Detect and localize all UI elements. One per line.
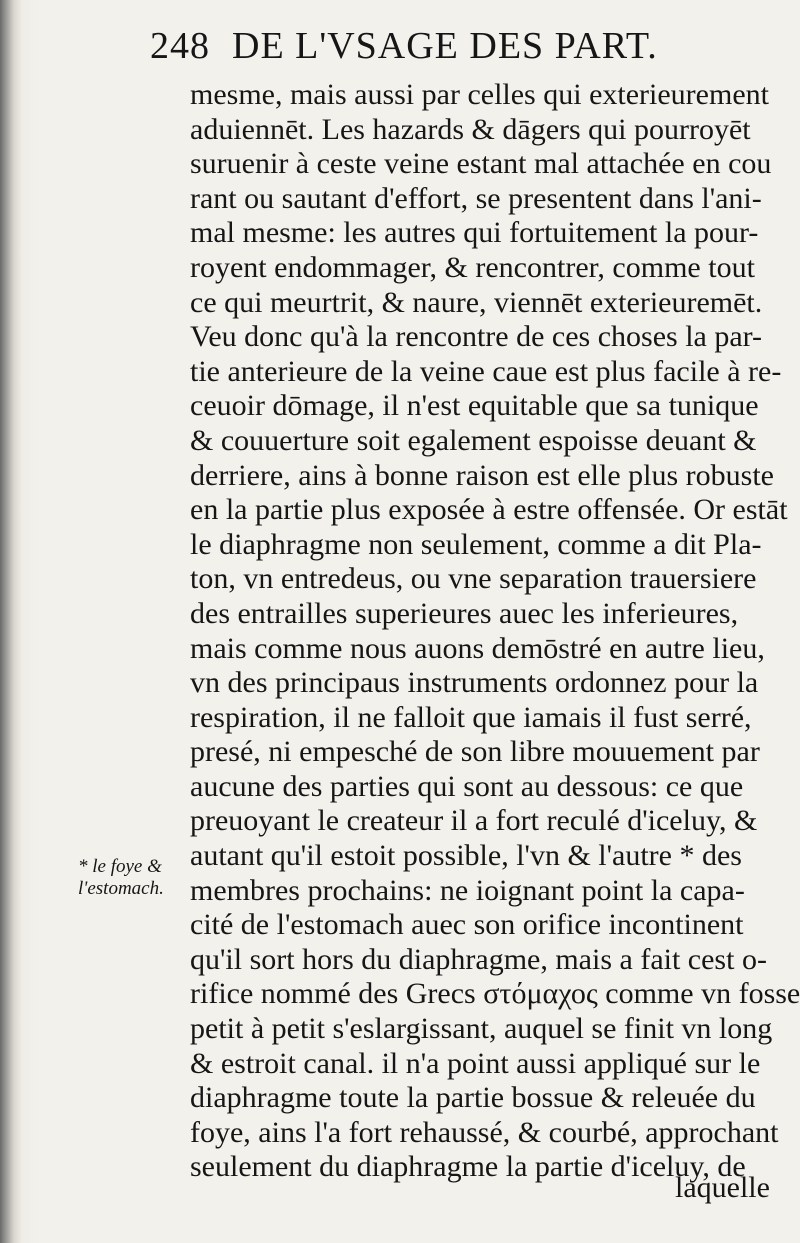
text-line: aucune des parties qui sont au dessous: ce que	[190, 769, 744, 803]
text-line: & estroit canal. il n'a point aussi appliqué sur le	[190, 1046, 761, 1080]
marginal-note-line: * le foye &	[78, 856, 162, 877]
text-line: foye, ains l'a fort rehaussé, & courbé, approchant	[190, 1115, 779, 1149]
text-line: ceuoir dōmage, il n'est equitable que sa tunique	[190, 389, 759, 423]
text-line: respiration, il ne falloit que iamais il fust serré,	[190, 700, 752, 734]
text-line: mesme, mais aussi par celles qui exterieurement	[190, 78, 769, 111]
text-line: royent endommager, & rencontrer, comme tout	[190, 250, 755, 284]
text-line: diaphragme toute la partie bossue & releuée du	[190, 1081, 756, 1115]
text-line: membres prochains: ne ioignant point la capa-	[190, 873, 745, 907]
text-line: autant qu'il estoit possible, l'vn & l'autre * des	[190, 839, 742, 873]
text-line: suruenir à ceste veine estant mal attachée en cou	[190, 147, 772, 181]
text-line: le diaphragme non seulement, comme a dit Pla-	[190, 527, 762, 561]
text-line: des entrailles superieures auec les inferieures,	[190, 596, 739, 630]
text-line: ton, vn entredeus, ou vne separation trauersiere	[190, 562, 757, 596]
text-line: derriere, ains à bonne raison est elle plus robuste	[190, 458, 774, 492]
text-line: preuoyant le createur il a fort reculé d'iceluy, &	[190, 804, 758, 838]
text-line: rifice nommé des Grecs στόμαχος comme vn fosse	[190, 977, 800, 1011]
text-line: en la partie plus exposée à estre offensée. Or estāt	[190, 493, 788, 527]
text-line: cité de l'estomach auec son orifice incontinent	[190, 908, 744, 942]
text-line: mais comme nous auons demōstré en autre lieu,	[190, 631, 765, 665]
text-line: & couuerture soit egalement espoisse deuant &	[190, 423, 757, 457]
text-line: qu'il sort hors du diaphragme, mais a fait cest o-	[190, 942, 767, 976]
text-line: tie anterieure de la veine caue est plus facile à re-	[190, 354, 782, 388]
text-line: seulement du diaphragme la partie d'iceluy, de	[190, 1150, 746, 1184]
marginal-note	[78, 856, 164, 900]
running-header	[150, 24, 658, 68]
marginal-note-line: l'estomach.	[78, 878, 164, 899]
catchword: laquelle	[675, 1171, 770, 1204]
text-line: petit à petit s'eslargissant, auquel se finit vn long	[190, 1012, 773, 1046]
text-line: Veu donc qu'à la rencontre de ces choses la par-	[190, 320, 763, 354]
text-line: rant ou sautant d'effort, se presentent dans l'ani-	[190, 181, 762, 215]
text-line: ce qui meurtrit, & naure, viennēt exterieuremēt.	[190, 285, 763, 319]
text-line: aduiennēt. Les hazards & dāgers qui pourroyēt	[190, 112, 751, 146]
running-title: DE L'VSAGE DES PART.	[232, 25, 658, 67]
body-text	[190, 78, 800, 1185]
page-number: 248	[150, 25, 210, 67]
text-line: mal mesme: les autres qui fortuitement la pour-	[190, 216, 759, 250]
text-line: presé, ni empesché de son libre mouuement par	[190, 735, 760, 769]
text-line: vn des principaus instruments ordonnez pour la	[190, 666, 759, 700]
